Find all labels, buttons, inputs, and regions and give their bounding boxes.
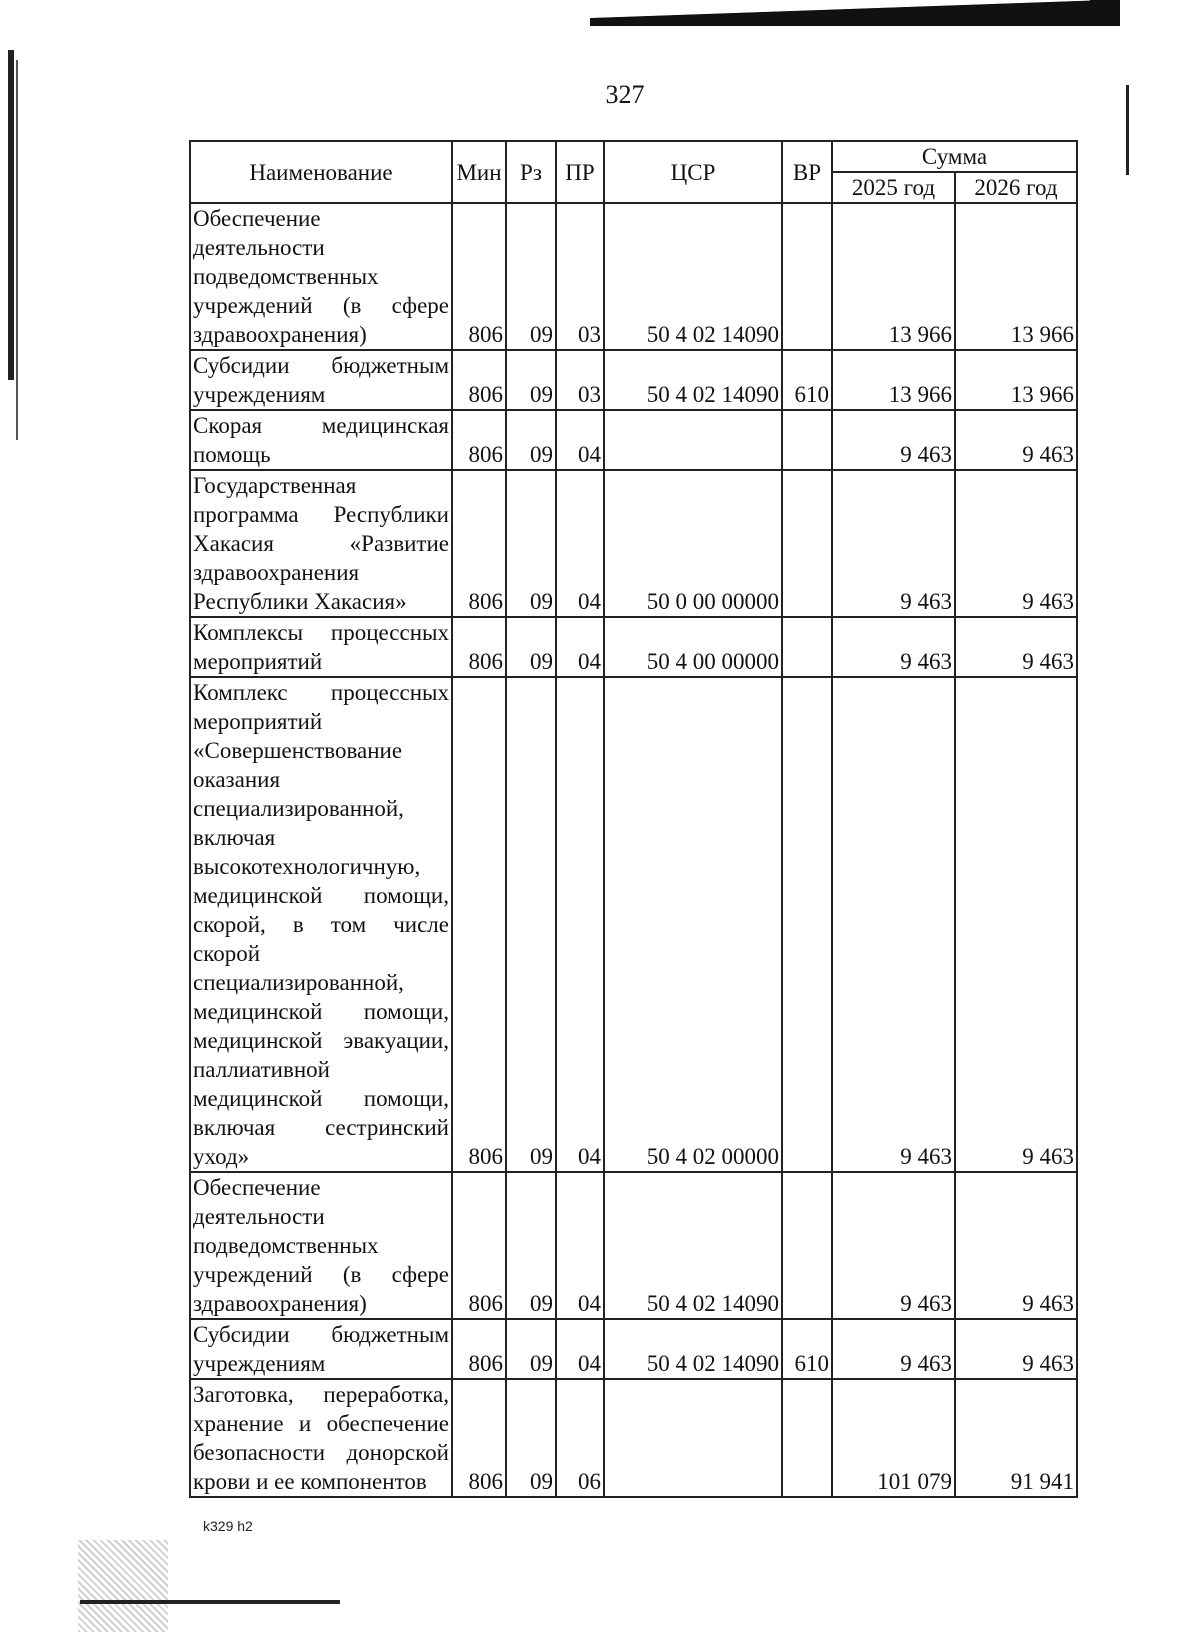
header-min: Мин [452,141,506,203]
cell-csr: 50 4 02 14090 [604,1319,782,1379]
cell-pr: 04 [556,1172,604,1319]
cell-name: Государственная программа Республики Хакасия «Развитие здравоохранения Республики Хакасия» [190,470,452,617]
table-row [190,350,1077,410]
cell-min: 806 [452,410,506,470]
cell-2025: 13 966 [832,203,955,350]
header-rz: Рз [506,141,556,203]
cell-pr: 04 [556,677,604,1172]
header-csr: ЦСР [604,141,782,203]
cell-2026: 91 941 [955,1379,1077,1497]
cell-min: 806 [452,350,506,410]
cell-pr: 04 [556,470,604,617]
cell-csr: 50 0 00 00000 [604,470,782,617]
cell-min: 806 [452,1172,506,1319]
table-row [190,470,1077,617]
cell-rz: 09 [506,1319,556,1379]
cell-2026: 13 966 [955,203,1077,350]
table-row [190,617,1077,677]
cell-name: Обеспечение деятельности подведомственных учреждений (в сфере здравоохранения) [190,203,452,350]
table-row [190,1319,1077,1379]
cell-min: 806 [452,1319,506,1379]
cell-pr: 04 [556,1319,604,1379]
cell-rz: 09 [506,203,556,350]
cell-pr: 03 [556,350,604,410]
cell-vr [782,677,832,1172]
table-row [190,203,1077,350]
cell-2025: 9 463 [832,617,955,677]
cell-2026: 9 463 [955,1172,1077,1319]
cell-2026: 13 966 [955,350,1077,410]
cell-vr: 610 [782,350,832,410]
header-year-2026: 2026 год [955,172,1077,203]
cell-csr: 50 4 02 14090 [604,1172,782,1319]
table-row [190,677,1077,1172]
cell-csr: 50 4 00 00000 [604,617,782,677]
cell-pr: 06 [556,1379,604,1497]
cell-pr: 03 [556,203,604,350]
cell-rz: 09 [506,410,556,470]
cell-2026: 9 463 [955,1319,1077,1379]
header-pr: ПР [556,141,604,203]
cell-rz: 09 [506,1172,556,1319]
header-sum: Сумма [832,141,1077,172]
cell-csr: 50 4 02 14090 [604,350,782,410]
cell-vr [782,617,832,677]
table-body [190,203,1077,1497]
cell-name: Субсидии бюджетным учреждениям [190,1319,452,1379]
cell-2026: 9 463 [955,470,1077,617]
cell-vr: 610 [782,1319,832,1379]
cell-rz: 09 [506,1379,556,1497]
budget-table [189,140,1078,1498]
page-number: 327 [605,80,645,109]
table-row [190,1379,1077,1497]
cell-min: 806 [452,203,506,350]
scan-artifact-bottom-noise [78,1540,168,1632]
header-vr: ВР [782,141,832,203]
cell-min: 806 [452,677,506,1172]
cell-2025: 9 463 [832,410,955,470]
footer-code: k329 h2 [203,1518,253,1534]
cell-vr [782,410,832,470]
scan-artifact-bottom [80,1600,340,1604]
cell-2025: 9 463 [832,1319,955,1379]
table-row [190,410,1077,470]
cell-csr [604,1379,782,1497]
scan-artifact-top-corner [1090,0,1120,22]
cell-name: Комплексы процессных мероприятий [190,617,452,677]
cell-2025: 101 079 [832,1379,955,1497]
cell-name: Субсидии бюджетным учреждениям [190,350,452,410]
cell-vr [782,470,832,617]
cell-2026: 9 463 [955,677,1077,1172]
cell-rz: 09 [506,350,556,410]
scan-artifact-left-thin [16,60,18,440]
cell-name: Скорая медицинская помощь [190,410,452,470]
cell-pr: 04 [556,617,604,677]
cell-name: Заготовка, переработка, хранение и обеспечение безопасности донорской крови и ее компонентов [190,1379,452,1497]
cell-2026: 9 463 [955,617,1077,677]
cell-2025: 9 463 [832,1172,955,1319]
cell-vr [782,203,832,350]
cell-name: Комплекс процессных мероприятий «Совершенствование оказания специализированной, включая высокотехнологичную, медицинской помощи, скорой, в том числе скорой специализированной, медицинской помощи, медицинской эвакуации, паллиативной медицинской помощи, включая сестринский уход» [190,677,452,1172]
cell-2025: 13 966 [832,350,955,410]
cell-2025: 9 463 [832,470,955,617]
cell-pr: 04 [556,410,604,470]
cell-rz: 09 [506,617,556,677]
cell-csr: 50 4 02 00000 [604,677,782,1172]
cell-rz: 09 [506,677,556,1172]
header-name: Наименование [190,141,452,203]
cell-vr [782,1172,832,1319]
header-year-2025: 2025 год [832,172,955,203]
cell-2026: 9 463 [955,410,1077,470]
cell-min: 806 [452,1379,506,1497]
cell-name: Обеспечение деятельности подведомственных учреждений (в сфере здравоохранения) [190,1172,452,1319]
table-row [190,1172,1077,1319]
cell-csr: 50 4 02 14090 [604,203,782,350]
cell-rz: 09 [506,470,556,617]
cell-min: 806 [452,470,506,617]
cell-vr [782,1379,832,1497]
cell-csr [604,410,782,470]
cell-2025: 9 463 [832,677,955,1172]
cell-min: 806 [452,617,506,677]
scan-artifact-top [590,0,1120,26]
